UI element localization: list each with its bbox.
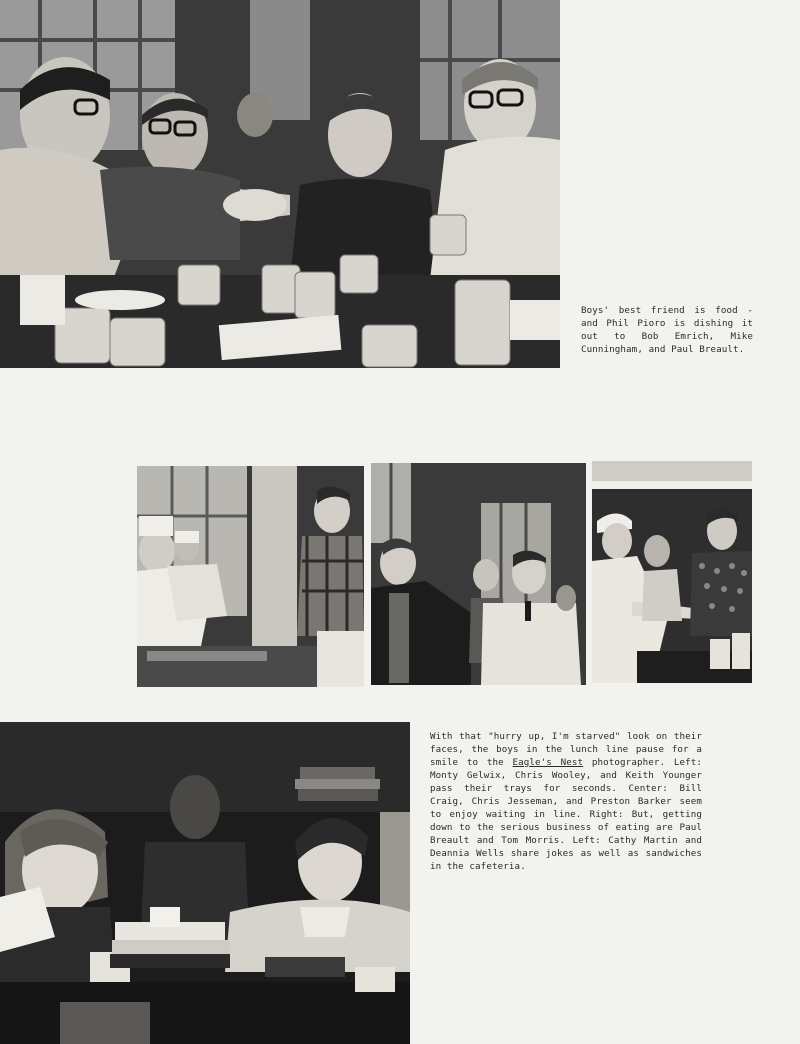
photo-lunch-line-left <box>137 466 364 687</box>
caption-lunch-line-part1: With that "hurry up, I'm starved" look on their faces, the boys in the lunch line pause for a smile to the <box>430 731 702 768</box>
caption-eagles-nest: Eagle's Nest <box>512 757 584 768</box>
photo-boys-at-table <box>0 0 560 368</box>
photo-lunch-line-right <box>592 461 752 683</box>
caption-lunch-line <box>430 730 702 873</box>
photo-lunch-line-left-image <box>137 466 364 687</box>
photo-girls-cafeteria-image <box>0 722 410 1044</box>
photo-lunch-line-center-image <box>371 463 586 685</box>
caption-top: Boys' best friend is food - and Phil Pioro is dishing it out to Bob Emrich, Mike Cunningham, and Paul Breault. <box>581 305 753 355</box>
photo-boys-at-table-image <box>0 0 560 368</box>
photo-lunch-line-center <box>371 463 586 685</box>
photo-girls-cafeteria <box>0 722 410 1044</box>
caption-lunch-line-part2: photographer. Left: Monty Gelwix, Chris Wooley, and Keith Younger pass their trays for seconds. Center: Bill Craig, Chris Jesseman, and Preston Barker seem to enjoy waiting in line. Right: But, getting down to the serious business of eating are Paul Breault and Tom Morris. Left: Cathy Martin and Deannia Wells share jokes as well as sandwiches in the cafeteria. <box>430 757 702 872</box>
photo-lunch-line-right-image <box>592 461 752 683</box>
